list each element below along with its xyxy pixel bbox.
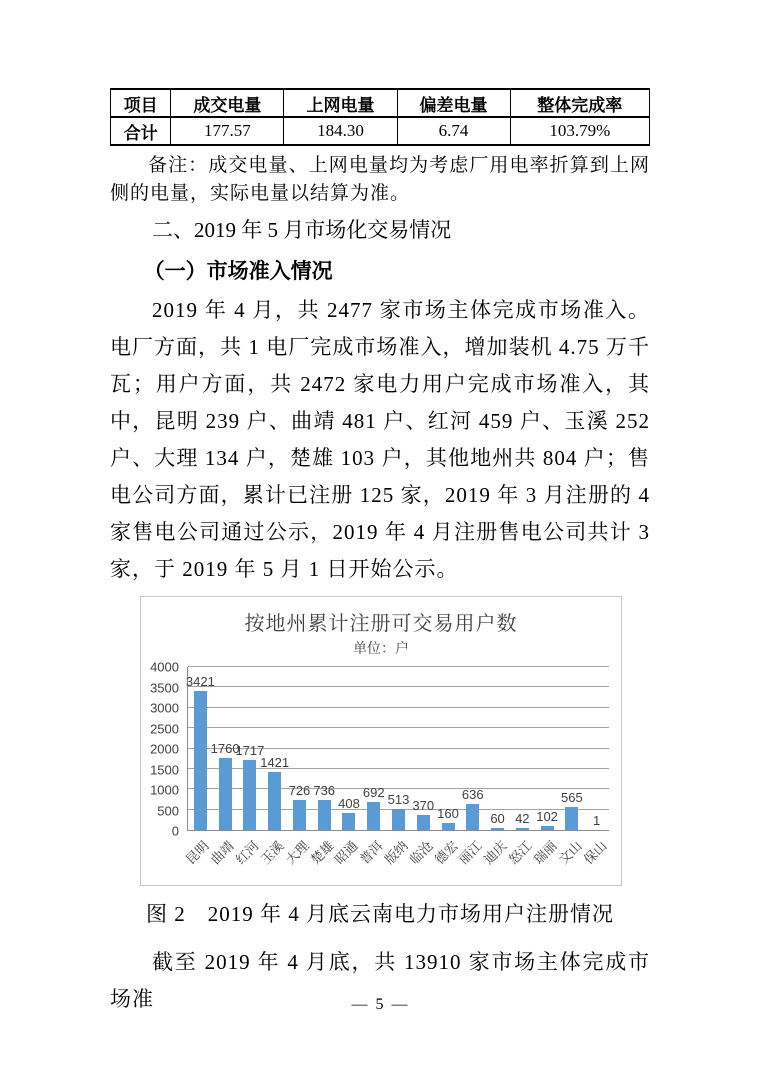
cell-deviation-volume: 6.74 [397, 117, 510, 145]
x-tick-label: 丽江 [456, 838, 486, 868]
y-tick-label: 0 [171, 823, 179, 839]
chart-title: 按地州累计注册可交易用户数 [244, 613, 518, 635]
x-tick-label: 瑞丽 [530, 838, 560, 868]
x-tick-label: 保山 [580, 838, 610, 868]
gridline [188, 727, 609, 728]
table-header-row [111, 89, 650, 117]
bar-怒江 [516, 828, 529, 830]
bar-chart [140, 596, 622, 886]
x-tick-label: 昭通 [332, 838, 362, 868]
bar-迪庆 [491, 828, 504, 830]
table-row-total [111, 117, 650, 145]
table-header-completion-rate: 整体完成率 [510, 89, 649, 117]
bar-临沧 [417, 815, 430, 830]
bar-昆明 [194, 691, 207, 830]
bar-value-label: 1760 [210, 741, 240, 757]
x-tick-label: 玉溪 [257, 838, 287, 868]
bar-文山 [565, 807, 578, 830]
x-tick-label: 德宏 [431, 838, 461, 868]
summary-table [110, 88, 650, 146]
bar-value-label: 160 [437, 806, 459, 822]
gridline [188, 686, 609, 687]
chart-x-axis [183, 831, 610, 885]
x-tick-label: 文山 [555, 838, 585, 868]
gridline [188, 666, 609, 667]
bar-value-label: 726 [288, 783, 311, 799]
bar-瑞丽 [541, 826, 554, 830]
y-tick-label: 1000 [150, 782, 179, 798]
subsection-heading: （一）市场准入情况 [143, 259, 333, 283]
bar-value-label: 1421 [260, 755, 290, 771]
bar-曲靖 [219, 758, 232, 830]
section-heading: 二、2019 年 5 月市场化交易情况 [152, 218, 452, 242]
y-tick-label: 3000 [150, 700, 179, 716]
paragraph-market-admission: 2019 年 4 月，共 2477 家市场主体完成市场准入。电厂方面，共 1 电厂完成市场准入，增加装机 4.75 万千瓦；用户方面，共 2472 家电力用户完成市场准入，其中，昆明 239 户、曲靖 481 户、红河 459 户、玉溪 252 户、大理 134 户，楚雄 103 户，其他地州共 804 户；售电公司方面，累计已注册 125 家，2019 年 3 月注册的 4 家售电公司通过公示，2019 年 4 月注册售电公司共计 3 家，于 2019 年 5 月 1 日开始公示。 [110, 298, 650, 581]
x-tick-label: 红河 [232, 838, 262, 868]
y-tick-label: 4000 [150, 659, 179, 675]
y-tick-label: 2500 [150, 721, 179, 736]
bar-value-label: 1 [592, 812, 601, 828]
page-number: — 5 — [351, 996, 410, 1013]
x-tick-label: 版纳 [381, 838, 411, 868]
bar-德宏 [442, 823, 455, 830]
y-tick-label: 3500 [150, 680, 179, 695]
bar-value-label: 408 [338, 796, 360, 812]
bar-大理 [293, 800, 306, 830]
table-header-deviation-volume: 偏差电量 [397, 89, 510, 117]
y-tick-label: 500 [157, 803, 179, 818]
x-tick-label: 迪庆 [481, 838, 511, 868]
x-tick-label: 大理 [282, 838, 312, 868]
chart-subtitle: 单位：户 [353, 640, 409, 656]
bar-value-label: 513 [387, 792, 410, 808]
bar-value-label: 102 [536, 808, 558, 824]
bar-value-label: 370 [412, 797, 435, 813]
y-tick-label: 2000 [150, 741, 179, 757]
cell-ongrid-volume: 184.30 [284, 117, 397, 145]
bar-value-label: 3421 [185, 673, 215, 689]
chart-y-axis [141, 659, 183, 839]
paragraph-cumulative: 截至 2019 年 4 月底，共 13910 家市场主体完成市场准 [110, 950, 650, 1011]
x-tick-label: 楚雄 [307, 838, 337, 868]
x-tick-label: 普洱 [356, 838, 386, 868]
y-tick-label: 1500 [150, 762, 179, 777]
x-tick-label: 曲靖 [207, 838, 237, 868]
table-header-item: 项目 [111, 89, 171, 117]
bar-value-label: 692 [362, 784, 385, 800]
table-note: 备注：成交电量、上网电量均为考虑厂用电率折算到上网侧的电量，实际电量以结算为准。 [110, 155, 650, 204]
bar-value-label: 736 [313, 783, 336, 799]
cell-traded-volume: 177.57 [171, 117, 284, 145]
x-tick-label: 临沧 [406, 838, 436, 868]
gridline [188, 707, 609, 708]
x-tick-label: 昆明 [183, 838, 213, 868]
bar-玉溪 [268, 772, 281, 830]
bar-value-label: 636 [461, 787, 484, 803]
figure-caption: 图 2 2019 年 4 月底云南电力市场用户注册情况 [146, 902, 614, 926]
cell-total-label: 合计 [111, 117, 171, 145]
cell-completion-rate: 103.79% [510, 117, 649, 145]
bar-普洱 [367, 802, 380, 830]
table-header-ongrid-volume: 上网电量 [284, 89, 397, 117]
chart-plot [187, 667, 609, 831]
page-content [110, 0, 650, 1018]
bar-昭通 [342, 813, 355, 830]
table-header-traded-volume: 成交电量 [171, 89, 284, 117]
bar-丽江 [466, 804, 479, 830]
bar-版纳 [392, 809, 405, 830]
bar-value-label: 565 [560, 789, 583, 805]
bar-value-label: 60 [490, 810, 505, 826]
bar-楚雄 [318, 800, 331, 830]
bar-value-label: 1717 [235, 743, 265, 759]
bar-红河 [243, 760, 256, 830]
x-tick-label: 怒江 [505, 838, 535, 868]
bar-value-label: 42 [515, 811, 530, 827]
